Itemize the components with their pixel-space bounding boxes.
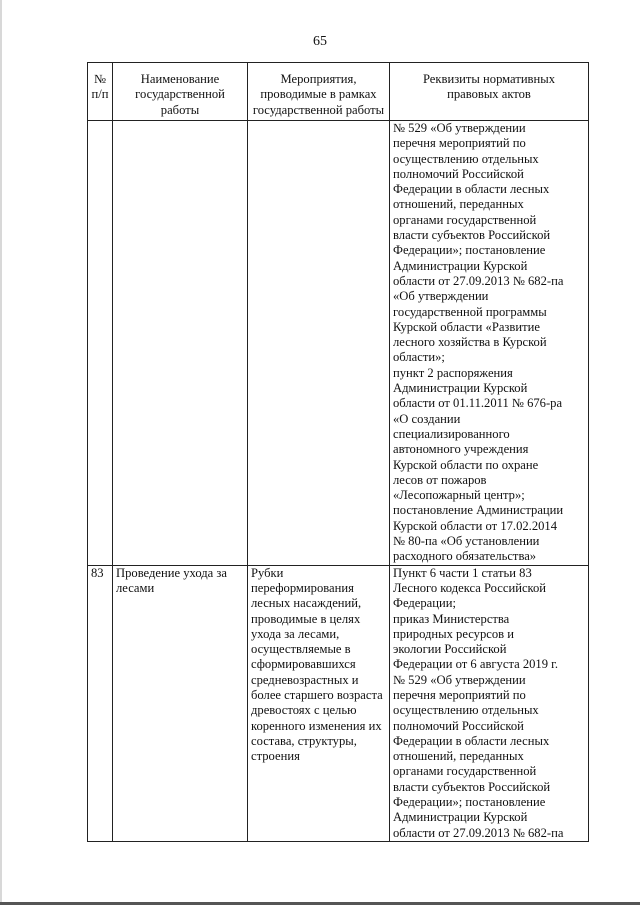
scan-edge [0,0,2,905]
cell-work-name: Проведение ухода за лесами [113,565,248,841]
header-num: № п/п [88,63,113,121]
header-events: Мероприятия, проводимые в рамках государственной работы [248,63,390,121]
cell-num [88,121,113,566]
table-row [88,565,589,841]
regulatory-table [87,62,589,842]
cell-legal-acts: Пункт 6 части 1 статьи 83 Лесного кодекса Российской Федерации; приказ Министерства природных ресурсов и экологии Российской Федерации от 6 августа 2019 г. № 529 «Об утверждении перечня мероприятий по осуществлению отдельных полномочий Российской Федерации в области лесных отношений, переданных органами государственной власти субъектов Российской Федерации»; постановление Администрации Курской области от 27.09.2013 № 682-па [390,565,589,841]
cell-num: 83 [88,565,113,841]
cell-events [248,121,390,566]
table-header-row [88,63,589,121]
cell-events: Рубки переформирования лесных насаждений, проводимые в целях ухода за лесами, осуществляемые в сформировавшихся средневозрастных и более старшего возраста древостоях с целью коренного изменения их состава, структуры, строения [248,565,390,841]
cell-legal-acts: № 529 «Об утверждении перечня мероприятий по осуществлению отдельных полномочий Российской Федерации в области лесных отношений, переданных органами государственной власти субъектов Российской Федерации»; постановление Администрации Курской области от 27.09.2013 № 682-па «Об утверждении государственной программы Курской области «Развитие лесного хозяйства в Курской области»; пункт 2 распоряжения Администрации Курской области от 01.11.2011 № 676-ра «О создании специализированного автономного учреждения Курской области по охране лесов от пожаров «Лесопожарный центр»; постановление Администрации Курской области от 17.02.2014 № 80-па «Об установлении расходного обязательства» [390,121,589,566]
header-legal-acts: Реквизиты нормативных правовых актов [390,63,589,121]
page-number: 65 [313,34,327,49]
cell-work-name [113,121,248,566]
table-row [88,121,589,566]
header-work-name: Наименование государственной работы [113,63,248,121]
